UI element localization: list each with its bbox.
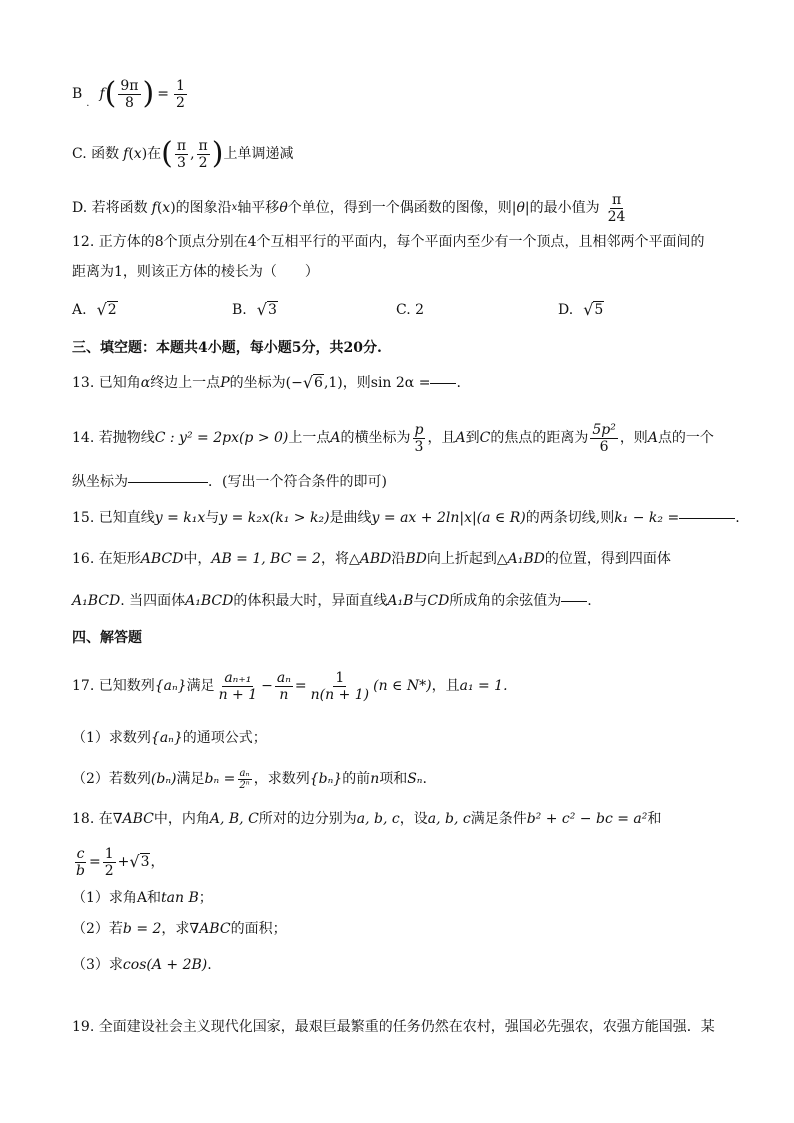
q17-pre: 17. 已知数列 <box>72 678 155 694</box>
answer-num: π <box>611 191 622 208</box>
arg-numerator: 9π <box>120 77 139 94</box>
q18-mid4: 满足条件 <box>470 811 527 827</box>
q13-coord-b: ,1) <box>323 375 343 391</box>
q17-p2-mid: 满足 <box>176 771 205 787</box>
q12-d-label: D. <box>558 302 574 318</box>
q17-p2-fd: 2ⁿ <box>239 779 250 791</box>
q14-pre: 14. 若抛物线 <box>72 430 155 446</box>
option-c-tail: 上单调递减 <box>223 146 294 162</box>
q12-d-radicand: 5 <box>594 302 604 318</box>
q17-p2-seq2: {bₙ} <box>309 771 343 787</box>
interval-b-num: π <box>198 137 208 154</box>
interval-a-num: π <box>176 137 187 154</box>
q18-pre: 18. 在 <box>72 811 113 827</box>
q14-mid: 上一点 <box>288 430 331 446</box>
q15-end: . <box>735 510 740 526</box>
q18-eq: = <box>88 854 101 870</box>
q13-sin: sin 2α = <box>370 375 431 391</box>
option-d-pre: D. 若将函数 <box>72 200 148 216</box>
q17-seq: {aₙ} <box>154 678 187 694</box>
q14-line2-post: ．(写出一个符合条件的即可) <box>208 474 387 490</box>
q13-mid2: 的坐标为 <box>229 375 286 391</box>
q17-cond: (n ∈ N*) <box>373 678 432 694</box>
q14-line2 <box>72 472 387 492</box>
interval-a-den: 3 <box>177 154 186 171</box>
q16-cond: AB = 1, BC = 2 <box>211 551 321 567</box>
q17-p2-s: Sₙ <box>407 771 423 787</box>
q12-b-radicand: 3 <box>267 302 277 318</box>
q18-p2-triangle: ∇ABC <box>189 921 231 937</box>
option-d-mid1: 的图象沿 <box>175 200 232 216</box>
q16-pre: 16. 在矩形 <box>72 551 141 567</box>
q17-p2-n: n <box>370 771 380 787</box>
option-b-label: B <box>72 86 83 102</box>
q17-part2 <box>72 765 427 793</box>
q17-p1-end: 的通项公式； <box>182 730 267 746</box>
arg-denominator: 8 <box>124 94 134 111</box>
q14-line1 <box>72 418 714 458</box>
q18-p1-end: ； <box>198 890 213 906</box>
q17-p2-mid4: 项和 <box>379 771 408 787</box>
q17-p2-mid3: 的前 <box>342 771 371 787</box>
q12-option-b: B. √ 3 <box>232 300 277 319</box>
q17-p2-seq: (bₙ) <box>150 771 177 787</box>
q14-tail: 点的一个 <box>657 430 714 446</box>
q15-curve: y = ax + 2ln|x|(a ∈ R) <box>371 510 526 526</box>
q17-f2-den: n <box>279 686 289 703</box>
q16-answer-blank[interactable] <box>561 601 587 602</box>
q17-f3-den: n(n + 1) <box>310 686 370 703</box>
q16-line2 <box>72 591 592 611</box>
q15 <box>72 508 740 528</box>
variable: x <box>133 146 142 162</box>
q17-p2-fn: aₙ <box>239 767 250 779</box>
q13-mid3: ，则 <box>342 375 371 391</box>
q14-answer-blank[interactable] <box>128 482 208 483</box>
section-4-heading: 四、解答题 <box>72 630 142 646</box>
q18-triangle: ∇ABC <box>112 811 154 827</box>
q18-radicand: 3 <box>140 854 150 870</box>
q16-line2-d: 的体积最大时，异面直线 <box>233 593 388 609</box>
q16-tetra: A₁BCD <box>72 593 121 609</box>
q16-line2-f: 与 <box>413 593 428 609</box>
q13-end: . <box>456 375 461 391</box>
q12-a-radicand: 2 <box>107 302 117 318</box>
q12-b-label: B. <box>232 302 247 318</box>
q14-point-a: A <box>330 430 341 446</box>
option-d-mid3: 个单位，得到一个偶函数的图像，则 <box>287 200 512 216</box>
q19-line1: 19. 全面建设社会主义现代化国家，最艰巨最繁重的任务仍然在农村，强国必先强农，农强方能国强．某 <box>72 1019 715 1035</box>
point-p: P <box>220 375 230 391</box>
q18-p2-b: b = 2 <box>122 921 162 937</box>
q18-part2 <box>72 919 287 939</box>
q13: 13. 已知角 α 终边上一点 P 的坐标为 (− √ 6 ,1) ，则 sin 2α = . <box>72 373 461 392</box>
q16-line2-end: . <box>587 593 592 609</box>
q17-mid: 满足 <box>186 678 215 694</box>
q15-line1: y = k₁x <box>154 510 206 526</box>
q18-sides: a, b, c <box>356 811 400 827</box>
q17-p2: （2）若数列 <box>72 771 151 787</box>
q17-minus: − <box>261 678 273 694</box>
alpha: α <box>140 375 151 391</box>
q18-mid3: ，设 <box>399 811 428 827</box>
answer-den: 24 <box>607 208 626 225</box>
value-numerator: 1 <box>175 77 185 94</box>
q17-p2-end: . <box>422 771 427 787</box>
q14-f1-num: p <box>414 421 424 438</box>
q18-p2-mid: ，求 <box>161 921 190 937</box>
q14-parabola: C : y² = 2px(p > 0) <box>154 430 289 446</box>
q18-part3 <box>72 955 212 975</box>
q18-comma: ， <box>150 854 165 870</box>
q18-line1 <box>72 809 661 829</box>
option-d: D. 若将函数 f ( x ) 的图象沿 x 轴平移 θ 个单位，得到一个偶函数的图像，则 | θ | 的最小值为 $\frac{\pi}{24}$ <box>72 191 626 225</box>
q14-f2-num: 5p² <box>592 421 616 438</box>
interval-b-den: 2 <box>198 154 208 171</box>
q14-mid3: ，且 <box>427 430 456 446</box>
q14-mid4: 到 <box>465 430 480 446</box>
q14-curve-c: C <box>479 430 491 446</box>
q18-p3-end: . <box>207 957 212 973</box>
q16-line2-b: . 当四面体 <box>120 593 186 609</box>
q18-p3: （3）求 <box>72 957 123 973</box>
q13-answer-blank[interactable] <box>430 383 456 384</box>
q15-mid3: 的两条切线,则 <box>525 510 615 526</box>
q16-a1b: A₁B <box>387 593 414 609</box>
q16-triangle: △ABD <box>348 551 392 567</box>
q14-line2-pre: 纵坐标为 <box>72 474 128 490</box>
q18-part1 <box>72 888 213 908</box>
q18-p2-end: 的面积； <box>230 921 287 937</box>
q12-option-a: A. √ 2 <box>72 300 117 319</box>
q17-init: a₁ = 1. <box>459 678 508 694</box>
q16-mid: 中， <box>183 551 212 567</box>
q18-h-den: 2 <box>104 862 114 879</box>
q17-p1: （1）求数列 <box>72 730 151 746</box>
q15-answer-blank[interactable] <box>679 518 735 519</box>
q16-cd: CD <box>427 593 450 609</box>
q17-f2-num: aₙ <box>276 669 291 686</box>
q17-f3-num: 1 <box>335 669 345 686</box>
q13-pre: 13. 已知角 <box>72 375 141 391</box>
q17-eq: = <box>294 678 307 694</box>
q16-tetra2: A₁BCD <box>185 593 234 609</box>
q16-mid2: ，将 <box>320 551 349 567</box>
option-b: B . f ( $\frac{9\pi}{8}$ ) = $\frac{1}{2}$ <box>72 76 185 111</box>
variable: x <box>162 200 171 216</box>
q18-mid: 中，内角 <box>153 811 210 827</box>
q18-sides2: a, b, c <box>427 811 471 827</box>
q18-h-num: 1 <box>104 845 114 862</box>
q14-mid5: 的焦点的距离为 <box>490 430 589 446</box>
function-name: f <box>99 86 105 102</box>
function-name: f <box>123 146 129 162</box>
q14-f1-den: 3 <box>414 438 424 455</box>
option-c: C. 函数 f ( x ) 在 ( $\frac{\pi}{3}$ , $\frac{\pi}{2}$ ) 上单调递减 <box>72 136 294 171</box>
q17-p2-mid2: ，求数列 <box>253 771 310 787</box>
q16-triangle2: △A₁BD <box>496 551 545 567</box>
q15-mid: 与 <box>205 510 220 526</box>
q14-mid6: ，则 <box>619 430 648 446</box>
q18-p3-expr: cos(A + 2B) <box>122 957 208 973</box>
q15-line2: y = k₂x(k₁ > k₂) <box>219 510 330 526</box>
function-name: f <box>151 200 157 216</box>
q12-line1: 12. 正方体的8个顶点分别在4个互相平行的平面内，每个平面内至少有一个顶点，且相邻两个平面间的 <box>72 234 705 250</box>
q14-point-a2: A <box>455 430 466 446</box>
q15-ask: k₁ − k₂ = <box>614 510 680 526</box>
q18-mid2: 所对的边分别为 <box>258 811 357 827</box>
q17-mid2: ，且 <box>431 678 460 694</box>
value-denominator: 2 <box>175 94 185 111</box>
theta: θ <box>279 200 288 216</box>
equals-sign: = <box>157 86 169 102</box>
q18-p2: （2）若 <box>72 921 123 937</box>
q16-line1 <box>72 549 671 569</box>
q18-f-num: c <box>76 845 85 862</box>
q17-p2-b: bₙ = <box>204 771 236 787</box>
q15-pre: 15. 已知直线 <box>72 510 155 526</box>
axis-var: x <box>231 202 238 213</box>
q18-p1-tan: tan B <box>161 890 199 906</box>
q18-angles: A, B, C <box>209 811 259 827</box>
q16-bd: BD <box>405 551 427 567</box>
q14-mid2: 的横坐标为 <box>340 430 411 446</box>
q18-cond: b² + c² − bc = a² <box>526 811 648 827</box>
q16-mid3: 沿 <box>391 551 406 567</box>
option-c-text: C. 函数 <box>72 146 120 162</box>
q14-point-a3: A <box>647 430 658 446</box>
q18-and: 和 <box>647 811 662 827</box>
option-d-mid4: 的最小值为 <box>529 200 600 216</box>
option-c-in: 在 <box>147 146 162 162</box>
q16-tail: 的位置，得到四面体 <box>544 551 671 567</box>
q16-line2-h: 所成角的余弦值为 <box>449 593 562 609</box>
q17-part1 <box>72 728 267 748</box>
q16-mid4: 向上折起到 <box>426 551 497 567</box>
q13-coord-a: (− <box>285 375 303 391</box>
q12-option-d: D. √ 5 <box>558 300 604 319</box>
q12-option-c: C. 2 <box>396 302 425 318</box>
q18-line2: $\frac{c}{b}$ = $\frac{1}{2}$ + √ 3 ， <box>76 845 165 879</box>
q15-mid2: 是曲线 <box>329 510 372 526</box>
section-3-heading: 三、填空题：本题共4小题，每小题5分，共20分. <box>72 340 382 356</box>
q17-f1-den: n + 1 <box>218 686 258 703</box>
q14-f2-den: 6 <box>599 438 609 455</box>
option-d-mid2: 轴平移 <box>237 200 280 216</box>
q18-f-den: b <box>76 862 85 879</box>
q18-plus: + <box>117 854 130 870</box>
q16-rect: ABCD <box>140 551 184 567</box>
q17 <box>72 666 508 706</box>
q13-radicand: 6 <box>314 375 323 391</box>
theta-abs: θ <box>516 200 525 216</box>
q13-mid: 终边上一点 <box>150 375 221 391</box>
q17-f1-num: aₙ₊₁ <box>224 669 252 686</box>
q18-p1: （1）求角A和 <box>72 890 162 906</box>
q17-p1-seq: {aₙ} <box>150 730 183 746</box>
q12-line2: 距离为1，则该正方体的棱长为（ ） <box>72 264 319 280</box>
q12-a-label: A. <box>72 302 87 318</box>
